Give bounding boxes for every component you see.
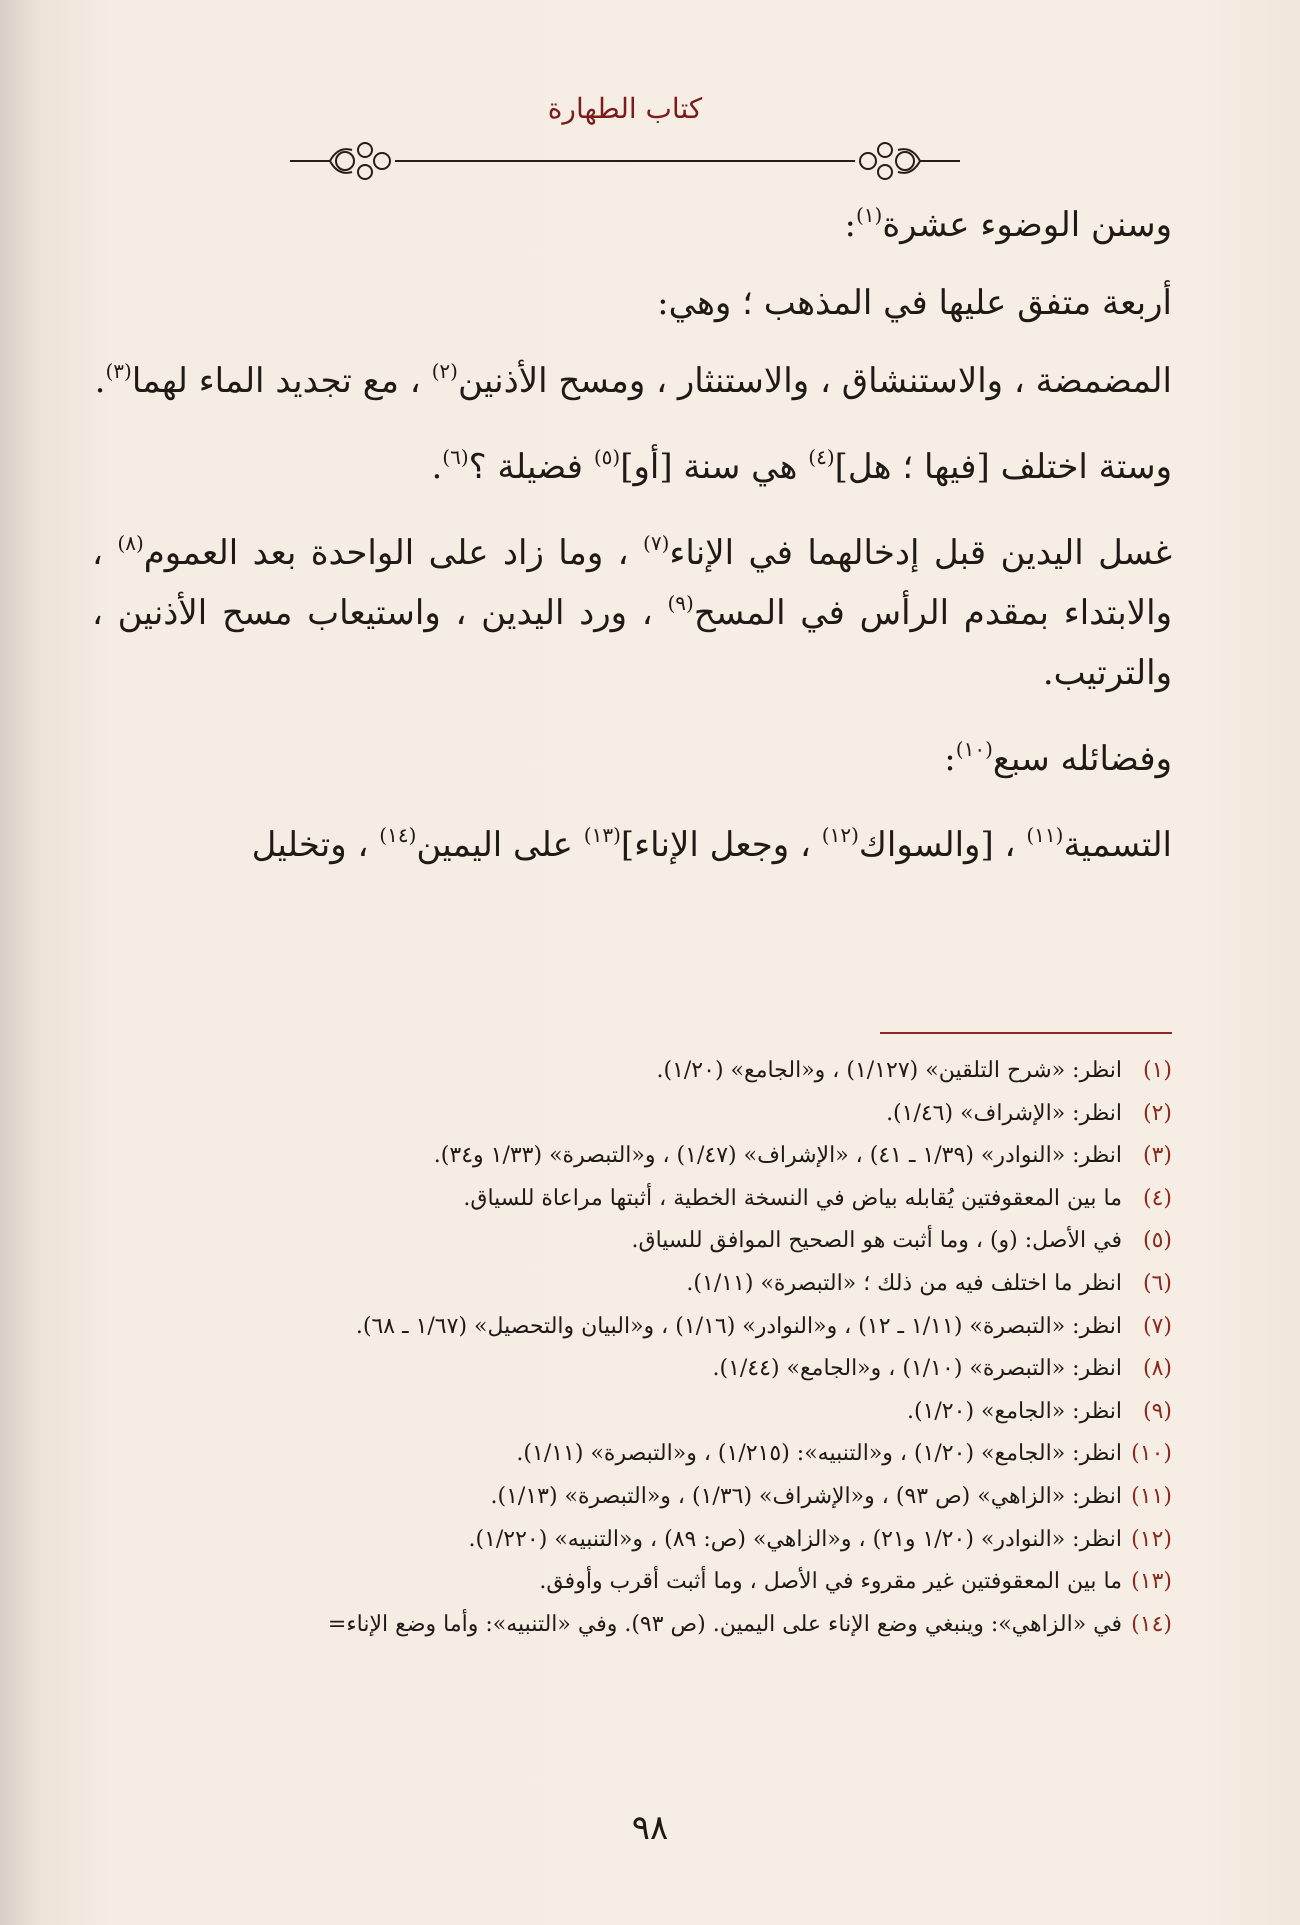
footnote-number: (١٢): [1131, 1526, 1172, 1552]
text-span: :: [844, 205, 856, 245]
paragraph: [92, 273, 1172, 333]
text-span: ، وجعل الإناء]: [620, 825, 822, 865]
footnotes-list: [110, 1050, 1172, 1646]
footnote: [110, 1391, 1172, 1434]
footnote-ref: (١٢): [821, 823, 859, 847]
header-ornament-icon: [290, 136, 960, 186]
footnote: [110, 1220, 1172, 1263]
footnote: [110, 1519, 1172, 1562]
footnote: [110, 1604, 1172, 1647]
text-span: وستة اختلف [فيها ؛ هل]: [834, 447, 1172, 487]
running-header: [290, 80, 960, 180]
footnote: [110, 1263, 1172, 1306]
footnote-ref: (١): [855, 203, 883, 227]
text-span: على اليمين: [416, 825, 584, 865]
paragraph: [92, 815, 1172, 875]
footnote-number: (١٠): [1131, 1441, 1172, 1467]
text-span: غسل اليدين قبل إدخالهما في الإناء: [669, 533, 1172, 573]
text-span: المضمضة ، والاستنشاق ، والاستنثار ، ومسح الأذنين: [457, 361, 1172, 401]
paragraph: [92, 729, 1172, 789]
text-span: ، وتخليل: [251, 825, 380, 865]
text-span: .: [94, 361, 106, 401]
footnote: [110, 1433, 1172, 1476]
paragraph: [92, 523, 1172, 703]
footnote-number: (١٤): [1131, 1611, 1172, 1637]
footnote: [110, 1348, 1172, 1391]
footnote-number: (٨): [1142, 1356, 1172, 1382]
footnote-separator: [880, 1032, 1172, 1034]
main-text: [92, 195, 1172, 901]
footnote-number: (٥): [1142, 1228, 1172, 1254]
footnote-text: انظر: «التبصرة» (١/١٠) ، و«الجامع» (١/٤٤).: [712, 1356, 1122, 1382]
footnote-ref: (٨): [117, 531, 144, 555]
footnote-ref: (٧): [643, 531, 670, 555]
footnote-number: (١): [1142, 1058, 1172, 1083]
footnote-ref: (٢): [431, 359, 458, 383]
text-span: التسمية: [1063, 825, 1172, 865]
footnote: [110, 1050, 1172, 1093]
footnote-ref: (٩): [667, 591, 694, 615]
text-span: وسنن الوضوء عشرة: [882, 205, 1172, 245]
page-number: ٩٨: [631, 1808, 669, 1848]
footnote-text: انظر: «النوادر» (١/٣٩ ـ ٤١) ، «الإشراف» (١/٤٧) ، و«التبصرة» (١/٣٣ و٣٤).: [433, 1143, 1122, 1169]
text-span: هي سنة [أو]: [620, 447, 809, 487]
footnote: [110, 1561, 1172, 1604]
footnote-ref: (٥): [593, 445, 621, 469]
footnote-number: (٤): [1142, 1185, 1172, 1211]
text-span: ، ورد اليدين ، واستيعاب مسح الأذنين ، والترتيب.: [92, 593, 1172, 693]
text-span: .: [431, 447, 443, 487]
text-span: ، [والسواك: [858, 825, 1027, 865]
footnote-ref: (٣): [105, 359, 132, 383]
footnote-text: انظر: «الجامع» (١/٢٠).: [907, 1398, 1122, 1424]
footnote-number: (٦): [1142, 1270, 1172, 1296]
footnote-text: انظر ما اختلف فيه من ذلك ؛ «التبصرة» (١/١١).: [686, 1270, 1122, 1296]
footnote-text: انظر: «التبصرة» (١/١١ ـ ١٢) ، و«النوادر» (١/١٦) ، و«البيان والتحصيل» (١/٦٧ ـ ٦٨).: [355, 1313, 1122, 1339]
text-span: :: [944, 739, 956, 779]
text-span: ، والابتداء بمقدم الرأس في المسح: [92, 533, 1172, 633]
footnote-text: ما بين المعقوفتين غير مقروء في الأصل ، وما أثبت أقرب وأوفق.: [539, 1569, 1122, 1595]
footnote-ref: (١٤): [379, 823, 417, 847]
footnote-text: في «الزاهي»: وينبغي وضع الإناء على اليمين. (ص ٩٣). وفي «التنبيه»: وأما وضع الإناء=: [327, 1611, 1122, 1637]
footnote-text: ما بين المعقوفتين يُقابله بياض في النسخة الخطية ، أثبتها مراعاة للسياق.: [463, 1185, 1122, 1211]
footnote-ref: (٦): [442, 445, 469, 469]
footnote: [110, 1476, 1172, 1519]
paragraph: [92, 195, 1172, 255]
footnote-ref: (١١): [1026, 823, 1064, 847]
footnote-number: (١٣): [1131, 1569, 1172, 1595]
text-span: ، مع تجديد الماء لهما: [131, 361, 432, 401]
paragraph: [92, 437, 1172, 497]
footnote: [110, 1306, 1172, 1349]
footnote-text: انظر: «الجامع» (١/٢٠) ، و«التنبيه»: (١/٢١٥) ، و«التبصرة» (١/١١).: [516, 1441, 1122, 1467]
text-span: وفضائله سبع: [992, 739, 1172, 779]
text-span: فضيلة ؟: [468, 447, 594, 487]
text-span: أربعة متفق عليها في المذهب ؛ وهي:: [657, 283, 1172, 323]
footnote-ref: (١٠): [955, 737, 993, 761]
footnote-number: (١١): [1131, 1483, 1172, 1509]
footnote-text: انظر: «الزاهي» (ص ٩٣) ، و«الإشراف» (١/٣٦) ، و«التبصرة» (١/١٣).: [490, 1483, 1122, 1509]
footnote-number: (٧): [1142, 1313, 1172, 1339]
footnote-ref: (٤): [808, 445, 835, 469]
text-span: ، وما زاد على الواحدة بعد العموم: [143, 533, 644, 573]
footnote-text: في الأصل: (و) ، وما أثبت هو الصحيح الموافق للسياق.: [631, 1228, 1122, 1254]
chapter-title: كتاب الطهارة: [547, 92, 703, 125]
footnote: [110, 1093, 1172, 1136]
footnote-text: انظر: «النوادر» (١/٢٠ و٢١) ، و«الزاهي» (ص: ٨٩) ، و«التنبيه» (١/٢٢٠).: [468, 1526, 1122, 1552]
footnote-number: (٢): [1142, 1100, 1172, 1126]
footnote-number: (٣): [1142, 1143, 1172, 1169]
footnote: [110, 1178, 1172, 1221]
footnote-text: انظر: «شرح التلقين» (١/١٢٧) ، و«الجامع» (١/٢٠).: [656, 1058, 1122, 1083]
footnote: [110, 1135, 1172, 1178]
footnote-text: انظر: «الإشراف» (١/٤٦).: [886, 1100, 1122, 1126]
footnote-ref: (١٣): [583, 823, 621, 847]
footnote-number: (٩): [1142, 1398, 1172, 1424]
paragraph: [92, 351, 1172, 411]
